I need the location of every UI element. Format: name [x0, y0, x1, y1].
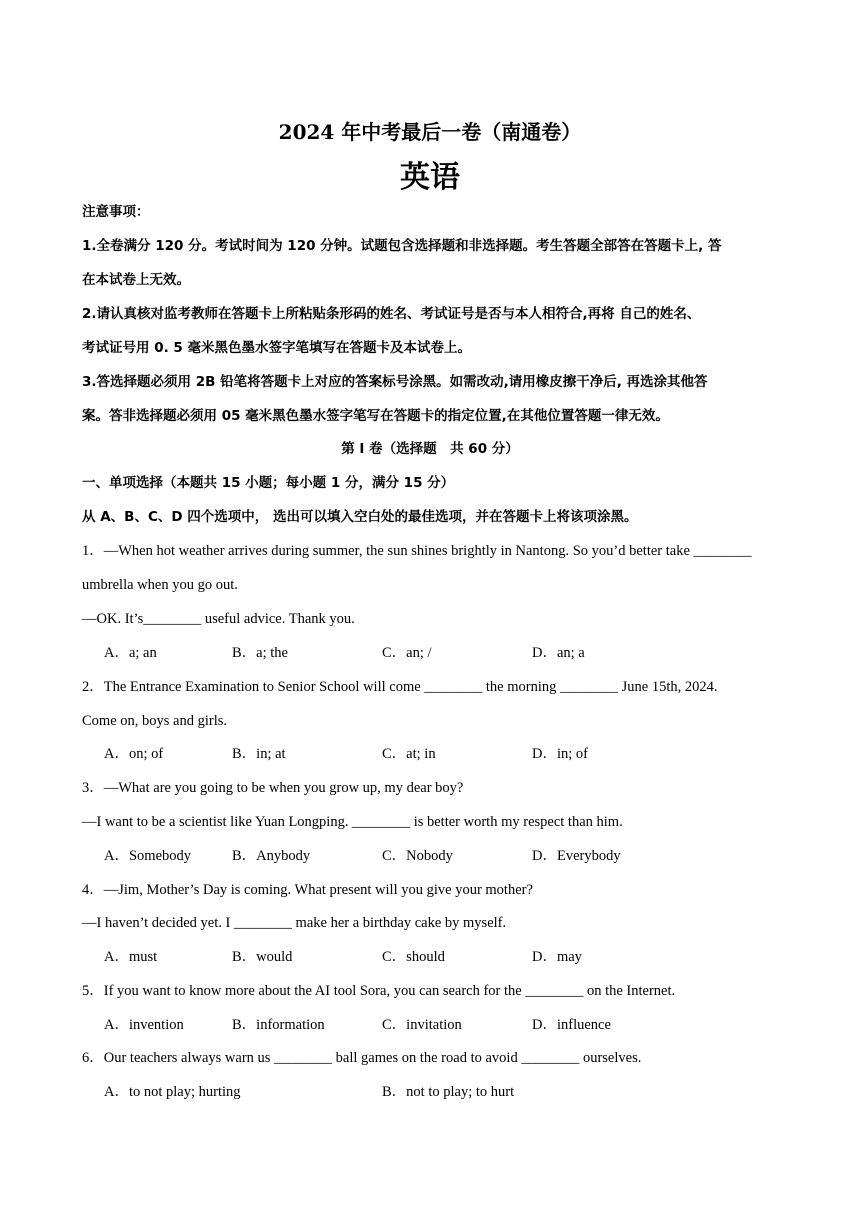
- option-d[interactable]: D．an; a: [532, 645, 585, 661]
- notes-line: 2.请认真核对监考教师在答题卡上所粘贴条形码的姓名、考试证号是否与本人相符合,再将 自己的姓名、: [82, 306, 701, 322]
- question-text: 4．—Jim, Mother’s Day is coming. What present will you give your mother?: [82, 882, 533, 898]
- option-a[interactable]: A．must: [104, 949, 158, 965]
- notes-line: 3.答选择题必须用 2B 铅笔将答题卡上对应的答案标号涂黑。如需改动,请用橡皮擦干净后, 再选涂其他答: [82, 374, 708, 390]
- notes-line: 1.全卷满分 120 分。考试时间为 120 分钟。试题包含选择题和非选择题。考生答题全部答在答题卡上, 答: [82, 238, 722, 254]
- option-b[interactable]: B．Anybody: [232, 848, 311, 864]
- option-b[interactable]: B．not to play; to hurt: [382, 1084, 515, 1100]
- section-instruction: 从 A、B、C、D 四个选项中， 选出可以填入空白处的最佳选项，并在答题卡上将该项涂黑。: [82, 509, 638, 525]
- option-c[interactable]: C．at; in: [382, 746, 436, 762]
- option-d[interactable]: D．in; of: [532, 746, 588, 762]
- notes-line: 考试证号用 0. 5 毫米黑色墨水签字笔填写在答题卡及本试卷上。: [82, 340, 472, 356]
- option-d[interactable]: D．may: [532, 949, 582, 965]
- option-b[interactable]: B．in; at: [232, 746, 286, 762]
- question-text: —I want to be a scientist like Yuan Longping. ________ is better worth my respect than him.: [82, 814, 623, 830]
- question-text: 2．The Entrance Examination to Senior School will come ________ the morning ________ June 15th, 2024.: [82, 679, 718, 695]
- option-a[interactable]: A．to not play; hurting: [104, 1084, 241, 1100]
- question-text: —I haven’t decided yet. I ________ make her a birthday cake by myself.: [82, 915, 507, 931]
- question-text: 5．If you want to know more about the AI tool Sora, you can search for the ________ on the Internet.: [82, 983, 676, 999]
- option-b[interactable]: B．would: [232, 949, 293, 965]
- part-title: 第 I 卷（选择题 共 60 分）: [341, 441, 519, 457]
- option-c[interactable]: C．Nobody: [382, 848, 453, 864]
- notes-line: 案。答非选择题必须用 05 毫米黑色墨水签字笔写在答题卡的指定位置,在其他位置答题一律无效。: [82, 408, 669, 424]
- option-a[interactable]: A．a; an: [104, 645, 157, 661]
- option-c[interactable]: C．should: [382, 949, 445, 965]
- option-d[interactable]: D．influence: [532, 1017, 611, 1033]
- option-c[interactable]: C．invitation: [382, 1017, 462, 1033]
- question-text: 6．Our teachers always warn us ________ ball games on the road to avoid ________ ourselves.: [82, 1050, 642, 1066]
- option-d[interactable]: D．Everybody: [532, 848, 621, 864]
- option-a[interactable]: A．Somebody: [104, 848, 191, 864]
- option-a[interactable]: A．invention: [104, 1017, 184, 1033]
- option-b[interactable]: B．information: [232, 1017, 325, 1033]
- question-text: 1．—When hot weather arrives during summer, the sun shines brightly in Nantong. So you’d better take ________: [82, 543, 752, 559]
- option-c[interactable]: C．an; /: [382, 645, 432, 661]
- section-heading: 一、单项选择（本题共 15 小题；每小题 1 分，满分 15 分）: [82, 475, 455, 491]
- question-text: —OK. It’s________ useful advice. Thank you.: [82, 611, 355, 627]
- subject-title: 英语: [400, 160, 460, 195]
- notes-line: 在本试卷上无效。: [82, 272, 190, 288]
- exam-title: 2024 年中考最后一卷（南通卷）: [278, 120, 582, 144]
- option-b[interactable]: B．a; the: [232, 645, 288, 661]
- option-a[interactable]: A．on; of: [104, 746, 164, 762]
- notes-heading: 注意事项：: [82, 204, 150, 220]
- question-text: 3．—What are you going to be when you grow up, my dear boy?: [82, 780, 464, 796]
- question-text: Come on, boys and girls.: [82, 713, 227, 729]
- question-text: umbrella when you go out.: [82, 577, 238, 593]
